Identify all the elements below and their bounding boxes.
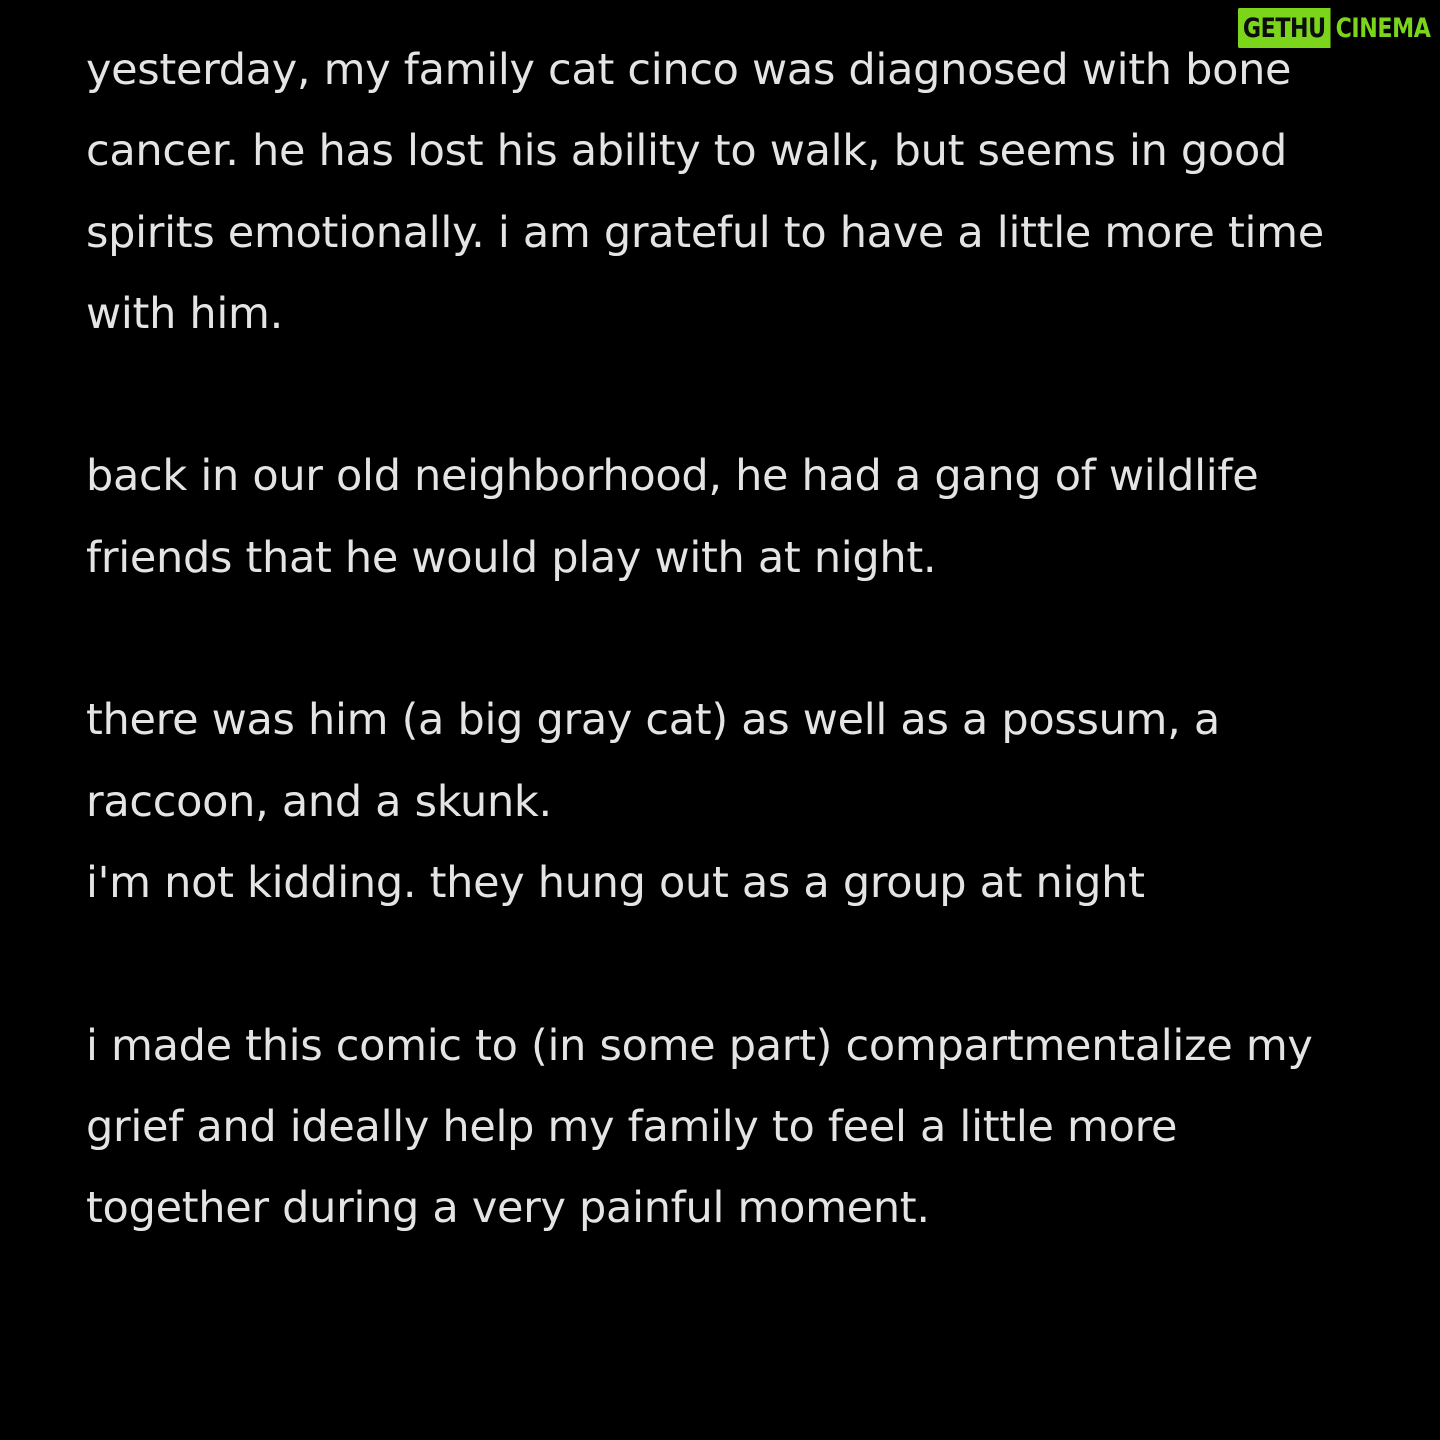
note-text-body — [86, 30, 1426, 1249]
paragraph-1 — [86, 30, 1426, 355]
paragraph-4 — [86, 1006, 1426, 1250]
text-line: friends that he would play with at night. — [86, 532, 937, 583]
paragraph-3 — [86, 680, 1426, 924]
text-line: raccoon, and a skunk. — [86, 776, 552, 827]
paragraph-spacer — [86, 355, 1426, 436]
text-line: with him. — [86, 288, 283, 339]
text-line: i made this comic to (in some part) compartmentalize my — [86, 1020, 1313, 1071]
text-line: together during a very painful moment. — [86, 1183, 930, 1234]
text-line: spirits emotionally. i am grateful to have a little more time — [86, 207, 1324, 258]
text-line: grief and ideally help my family to feel a little more — [86, 1101, 1178, 1152]
watermark-logo-part-1: GETHU — [1238, 8, 1331, 48]
paragraph-spacer — [86, 599, 1426, 680]
watermark-logo-part-2: CINEMA — [1331, 8, 1434, 48]
text-line: there was him (a big gray cat) as well as a possum, a — [86, 695, 1220, 746]
paragraph-spacer — [86, 924, 1426, 1005]
text-line: back in our old neighborhood, he had a gang of wildlife — [86, 451, 1259, 502]
text-line: yesterday, my family cat cinco was diagnosed with bone — [86, 45, 1292, 95]
paragraph-2 — [86, 436, 1426, 599]
text-line: cancer. he has lost his ability to walk, but seems in good — [86, 126, 1287, 177]
text-line: i'm not kidding. they hung out as a group at night — [86, 857, 1145, 908]
